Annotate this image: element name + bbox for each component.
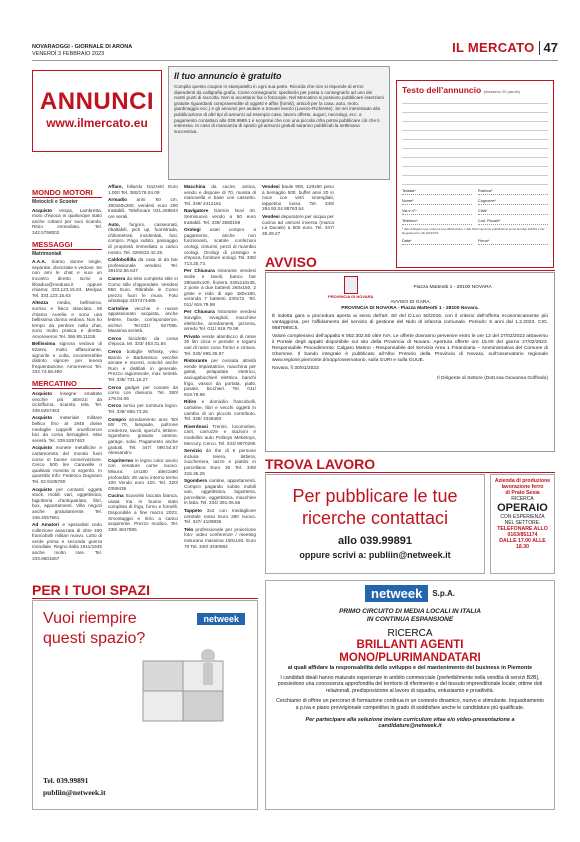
classified-ad: Acquisto insegne smaltate vecchie più attrezzi da ciclofficina, ricambi, tela. Tel. 339.5257463 [32,391,102,413]
classified-ad: Cerco tornio per tornitura legno. Tel. 339/ 858.73.26 [108,403,178,414]
field-data[interactable]: Data* [402,239,472,245]
classified-ad: Camera da letto completa stile in Como stile chippendale. Vendesi 850 Euro. Ritirabile in Como prezzo fuori le mura. Foto whatsapp 3337474485. [108,275,178,304]
classified-ad: Telo professionale per proiezione foto- video conferenze / meeting misurano massima 150x150. Euro 70 Tel. 340/ 3330984 [184,526,256,549]
avviso-paragraph: Valore complessivo dell’appalto € 902.302,50 oltre IVA. Le offerte dovranno pervenire entro le ore 12 del 27/02/2023 attraverso il Portale degli appalti disponibile sul sito della Provincia di Novara. Apertura offerte ore 15.00 del giorno 27/02/2023. Responsabile Procedimento: Calgaro Marino - Responsabile del Servizio Area 1 Finanziaria – Amministrativa del Comune di Ghemme. Il bando integrale è pubblicato all’Albo Pretorio della Provincia di Novara, sull’osservatorio regionale www.regione.piemonte.it/oopp/osservatorio, sulla GURI e sulla GUUE. [272,334,548,363]
spazi-ad [32,600,258,810]
annunci-box [32,70,162,152]
avviso-head1: AVVISO DI GARA [390,300,430,305]
classified-ad: Cartoline vecchie e nuove appassionato acquista, anche lettere, buste, corrispondenze, archivi. Tel.031/ 927085. Massima serietà. [108,305,178,334]
classified-ad: Cerco biciclette da corsa d’epoca. tel. 333/ 463.31.84 [108,335,178,347]
avviso-heading: AVVISO [265,254,555,271]
header-rule [32,60,558,61]
netweek-ricerca: RICERCA [387,628,433,639]
annunci-url[interactable]: www.ilmercato.eu [46,116,148,130]
netweek-subtitle: PRIMO CIRCUITO DI MEDIA LOCALI IN ITALIA [339,608,481,615]
classified-ad: Orologi usati compro a pagamento, anche non funzionanti, scatole confezioni orologi, cinturini, pezzi di ricambio orologi. Orologi di prestigio e d’epoca, forniture orologi. Tel. 335/ 713.25.73. [184,227,256,266]
netweek-recruitment-ad [265,580,555,810]
avviso-notice [265,272,555,452]
job-ad-line: RICERCA [511,496,534,502]
spazi-question: Vuoi riempire [43,610,137,627]
coupon-line[interactable] [402,122,548,131]
netweek-apply[interactable]: Per partecipare alla selezione inviare curriculum vitae e/o video-presentazione a candidature@netweek.it [305,717,515,730]
classified-ad: Auto, furgoni, casseonati, ribaltabili, pick up, fuoristrada, chilometrati, incidentati, fusi, compro. Pago subito, passaggio di proprietà immediato a carico nostro. Tel. 320/632.42.26. [108,221,178,255]
netweek-paragraph: I candidati ideali hanno maturato esperienze in ambito commerciale (preferibilmente nella vendita di servizi B2B), possiedono una conoscenza approfondita del territorio di riferimento e del tessuto imprenditoriale locale; ottime doti relazionali, predisposizione al lavoro di squadra, entusiasmo e proattività. [277,675,543,694]
coupon-line[interactable] [402,95,548,104]
ad-phone[interactable]: allo 039.99891 [337,535,412,547]
spazi-phone[interactable]: Tel. 039.99891 [43,776,89,785]
field-telefono[interactable]: Telefono* [402,219,472,225]
page-header-right [452,40,558,55]
classified-ad: Privato vende alambicco di rame 30 litri circa e pentole e tegami vari di rame zona Torino e cintura. Tel. 340/ 695.36.97 [184,333,256,356]
job-ad-line: NEL SETTORE. [504,520,541,526]
classifieds-column-3 [184,184,256,551]
coupon-line[interactable] [402,176,548,185]
job-ad-title: OPERAIO [497,502,548,514]
coupon-line[interactable] [402,149,548,158]
coupon-line[interactable] [402,140,548,149]
coupon-line[interactable] [402,104,548,113]
classified-ad: Per Chiusura ristorante vendesi stoviglie, tovaglioli, macchine elettriche, arredamenti, pizzeria, arredo Tel. 011/ 919.79.98 [184,309,256,332]
classified-ad: Servizio da the di 6 persone inclusa teiera, lattiera, zuccheriera, tazze e piattini in porcellana Euro 30 Tel. 339/ 315.36.25 [184,448,256,476]
classified-ad: Sgombero cantine, appartamenti. Compro pagando subito mobili vari, oggettistica, bigiotteria, porcellane, oggettistica, macchine in latta. Tel. 334/ 391.06.56 [184,478,256,506]
coupon-line[interactable] [402,113,548,122]
spazi-heading: PER I TUOI SPAZI [32,582,258,599]
classifieds-column-4 [262,184,334,238]
coupon-line[interactable] [402,158,548,167]
page-number: 47 [543,40,558,55]
field-codfiscale[interactable]: Cod. Fiscale* [478,219,548,225]
classified-ad: Copritermo in legno color avorio con venature come nuovo. Misura: cm180 altezza90 profondità: 29 vano interno termo 100 Vendo euro 120. Tel. 320/ 0359436 [108,457,178,491]
classified-ad: Cucina Scavolini laccata bianca, usata ma in buono stato completa di frigo, forno e fornelli. Disponibile a fine marzo 2023. Smontaggio e ritiro a carico acquirente. Prezzo modico. Tel. 338/ 4847885 [108,493,178,532]
annunci-title: ANNUNCI [39,88,155,115]
classified-ad: Compro arredamento anni '50/ 60/ 70, lampade, poltrone credenze, tavoli, specchi, lettiere. Sgombero gratuito cantine, garage, solai. Pagamento anche gratuiti. Tel. 347/ 090.54.67 Alessandro [108,416,178,456]
category-heading: MESSAGGI [32,239,73,249]
classified-ad: Riverdossi Trenini, locomotive, carri, carrozze e stazioni e modellini auto Politoys Mebetoys, Mercury, Cerco. Tel. 333/ 8970295 [184,423,256,446]
divider [539,41,540,55]
subcategory-heading: Motocicli e Scooter [32,199,78,205]
classified-ad: Altezza media, bellissima, sorriso e fisico slanciato. Mi chiamo Aurelia e sono una bellissima donna vedova. Non ho tempo da perdere nella chat, sono molto pratica e diretta. Amoreveroo Tel. 366.89.11155 [32,300,102,339]
netweek-logo [274,585,546,602]
provincia-label: PROVINCIA DI NOVARA [328,294,374,299]
classified-ad: Cerco bottiglie Whisky, vino Barolo e Barbaresco vecchie annate e recenti, nonché anche Rum e distillati in generale. Prezzo ragionevole, max serietà. Tel. 335/ 731.16.27 [108,349,178,382]
classified-ad: Navigatore Garmin Nuvi 40. Seminuovo vendo a 50 euro trattabili. Tel. 339/ 2580169 [184,208,256,225]
classified-ad: A.A.A. Siamo donne single, separate, divorziate e vedove. Se non ami le chat e vuoi un incontro diretto scrivi a lifeaduo@meduas.it oppure chiama: 333.123.15.63. Medyas Tel. 333.123.15.63 [32,259,102,298]
publication-date: VENERDÌ 3 FEBBRAIO 2023 [32,50,105,57]
free-ad-body: Compila questo coupon in stampatello in ogni sua parte. Ricorda che non si risponde di errori dipendenti da calligrafia grafia. Come consegnarlo: spediscilo per posta o consegnarlo ad uno dei nostri punti di raccolta. Non si accettano fax o fotocopie. Nel Mercatino si possono pubblicare inserzioni gratuite riguardanti compravendite di oggetti e affini (forniti), articoli per la casa, auto, moto, giardinaggio ecc.) e gli annunci per aiutare a trovare lavoro (Lavoro-Richieste). Se sei interessato alla pubblicazione di altri tipi di annunci ad esempio case, lavoro offerte, auguri, necrologi, ecc. a pagamento contattaci allo 039.9989.1 e scoprirai che con una piccola cifra potrai pubblicare ciò che ti interessa. In caso di mancanza di spazio gli annunci gratuiti saranno pubblicati la settimana successiva. [174,84,384,134]
job-ad-line: Azienda di produzione [494,478,551,484]
category-heading: MERCATINO [32,379,77,389]
coupon-note: * dati obbligatori per ottenere la pubblicazione. I dati NON verranno pubblicati ai sensi del dlgs 196/03 e del Regolamento UE 2016/679. [402,227,545,235]
spazi-question: questi spazio? [43,630,146,647]
divider [32,197,102,198]
netweek-role-desc: ai quali affidare la responsabilità dello sviluppo e del mantenimento del business in Piemonte [287,665,533,671]
field-firma[interactable]: Firma* [478,239,548,245]
job-ad-line: DALLE 17.00 ALLE 18.30 [499,538,546,550]
avviso-paragraph: È indetta gara a procedura aperta ai sensi dell’art. 60 del D.Lvo 50/2016, con il criterio dell’offerta economicamente più vantaggiosa, per l’affidamento del servizio di gestione del Nido di infanzia comunale. Periodo: 5 anni dal 1.2.2023. CIG. 9587995C5. [272,314,548,331]
avviso-signature: Il Dirigente di Settore (Dott.ssa Giovanna Goffredo) [437,376,548,381]
job-ad-line: lavorazione ferro [501,484,544,490]
classified-ad: Acquisto Vespa, Lambretta, moto d’epoca in qualunque stato anche rottami per suoi ricambi. Ritiro immediato. Tel. 342.5758002 [32,207,102,235]
coupon-line[interactable] [402,131,548,140]
classified-ad: Caldobollilla da casa di da bar professionale vendesi. Tel. 391/02.56.647 [108,257,178,274]
ad-headline: ricerche contattaci [301,508,449,528]
category-heading: MONDO MOTORI [32,188,93,197]
job-ad-line: di Prato Sesia [505,490,540,496]
classified-ad: Acquisto materiale militare bellico fino al 1945 divise medaglie cappelli onorificenze bici da corsa bersaglieri. Max serietà. Tel. 339.5257463 [32,415,102,443]
avviso-letterhead [272,276,548,300]
classified-ad: Affare, biliardo Gazzetti Euro 1.000 Tel. 380/178.04.09 [108,184,178,195]
coupon-form [396,80,554,268]
netweek-paragraph: Cerchiamo di offrire un percorso di formazione continua in un contesto dinamico, nuovo e stimolante. Inquadramento a p.iva e piano provvigionale competitivo in grado di soddisfare anche le candidature più qualificate. [276,698,544,711]
provincia-address: Piazza Matteotti 1 - 28100 NOVARA [413,285,492,290]
divider [32,249,102,250]
page-header-left [32,44,132,57]
classified-ad: Ristorante per cessata attività vende impastatrice, macchina per gelati, pelapatate elettrico, asciugabicchieri elettrico, banchi frigo, vassoi da portata, piatti, posate, bicchieri. Tel. 011/ 919.79.98 [184,358,256,397]
classified-ad: Acquisto monete metalliche e cartamoneta del mondo fuori corso in buone conservazione. Cerco 500 lire Caravelle o qualsiasi moneta in argento. In quantità! Info: Federico Dugnano Tel. 02.9105780 [32,445,102,484]
subcategory-heading: Matrimoniali [32,250,62,257]
divider [32,388,102,389]
field-testata[interactable]: Testata* [402,189,472,195]
classified-ad: Ad Amatori e specialisti cedo collezione avanzata di oltre 400 francobolli militari nuovo. Lotto di verde prima e seconda guerra mondiale. Regno italia 1911/1945 anche molto rare. Tel. 333.6601667 [32,522,103,561]
classified-ad: Vendesi depuratore per acqua per cucina ad osmosi inversa (marca La Ducale) a 500 euro. Tel. 347/ 39.29.27 [262,213,334,236]
classified-ad: Ritiro e domicilio francobolli, cartoline, libri e vecchi oggetti in cambio di un piccolo contributo. Tel. 328/ 3348493 [184,399,256,422]
operaio-job-ad [490,474,555,574]
field-via[interactable]: Via e n°* [402,209,472,215]
avviso-date: Novara, lì 30/01/2023 [272,366,319,371]
ad-headline: Per pubblicare le tue [292,486,458,506]
job-ad-phone[interactable]: 0163/851174 [507,532,538,538]
classified-ad: Vendesi baule 900, 120x60 peso a bersaglio 500, buffet anni 20 in noce con vetri smerigliati, tappetino lusso, Tel. 349/ 284.92.04 88763.54 [262,184,334,212]
avviso-head2: PROVINCIA DI NOVARA - Piazza Matteotti 1 - 28100 Novara. [341,306,479,311]
trova-lavoro-heading: TROVA LAVORO [265,456,555,473]
netweek-logo-small: netweek [197,613,245,625]
classified-ad: Per Chiusura ristorante vendesi sedie e tavoli, banco bar 280x60x100, fioriera 330x110x35, 2 porte a due battenti 260x150, 2 grate e nido di ape 180x180, veranda 7 battenti 230x72. Tel. 011/ 919.79.98 [184,268,256,307]
free-ad-info-box [168,66,390,180]
provincia-logo [328,276,373,300]
puzzle-illustration-icon [133,641,243,741]
netweek-logo-text: netweek [365,585,428,602]
spazi-email[interactable]: publiin@netweek.it [43,788,106,797]
netweek-role-title: BRILLANTI AGENTI [356,639,464,651]
netweek-subtitle: IN CONTINUA ESPANSIONE [366,616,454,623]
classified-ad: Cerco gadget per conarie da corso con divisorio. Tel. 380/ 178.04.09 [108,384,178,401]
netweek-role-title: MONO/PLURIMANDATARI [339,652,481,664]
classifieds-column-2 [108,184,178,534]
classified-ad: Armadio anni '60 cm. 300x60x200, vendesi euro 200 trattabili. Telefonare 031.269843 ore serali. [108,197,178,219]
job-ad-line: CON ESPERIENZA [500,514,545,520]
classified-ad: Tappeto 3x2 con medaglione centrale rosso Euro 280 nuovo. Tel. 347/ 4109836 [184,508,256,525]
section-title: IL MERCATO [452,40,535,55]
ad-email[interactable]: oppure scrivi a: publiin@netweek.it [299,550,451,560]
free-ad-title: Il tuo annuncio è gratuito [174,71,282,81]
classified-ad: Bellissima signora vedova di 62anni, molto affascinante, signorile e colta, incontrerebbe distinto signore per tenera frequentazione. Amoreveroo Tel. 334.74.68.490 [32,341,102,375]
coat-of-arms-icon [344,276,358,294]
field-rubrica[interactable]: Rubrica* [478,189,548,195]
netweek-spa: S.p.A. [432,589,455,598]
coupon-title: Testo dell’annuncio (massimo 20 parole) [402,85,521,95]
job-ad-line: TELEFONARE ALLO [497,526,548,532]
trova-lavoro-ad [265,474,485,574]
classified-ad: Macchina da cucire, antica, vendo e dispone di 70, munita di manovella e base con cassetto. Tel. 349/ 2412161 [184,184,256,206]
classifieds-column-1 [32,184,102,563]
classified-ad: Acquisto per contanti oggetti stock, mobili vari, oggettistica, bigiotteria d’antiquariato, libri, box, appartamenti. Villa negozi anche gratuitamente. Tel. 346.4057561 [32,486,102,520]
field-nome[interactable]: Nome* [402,199,472,205]
coupon-line[interactable] [402,167,548,176]
publication-name: NOVARAOGGI - GIORNALE DI ARONA [32,44,133,50]
field-cognome[interactable]: Cognome* [478,199,548,205]
field-citta[interactable]: Città* [478,209,548,215]
